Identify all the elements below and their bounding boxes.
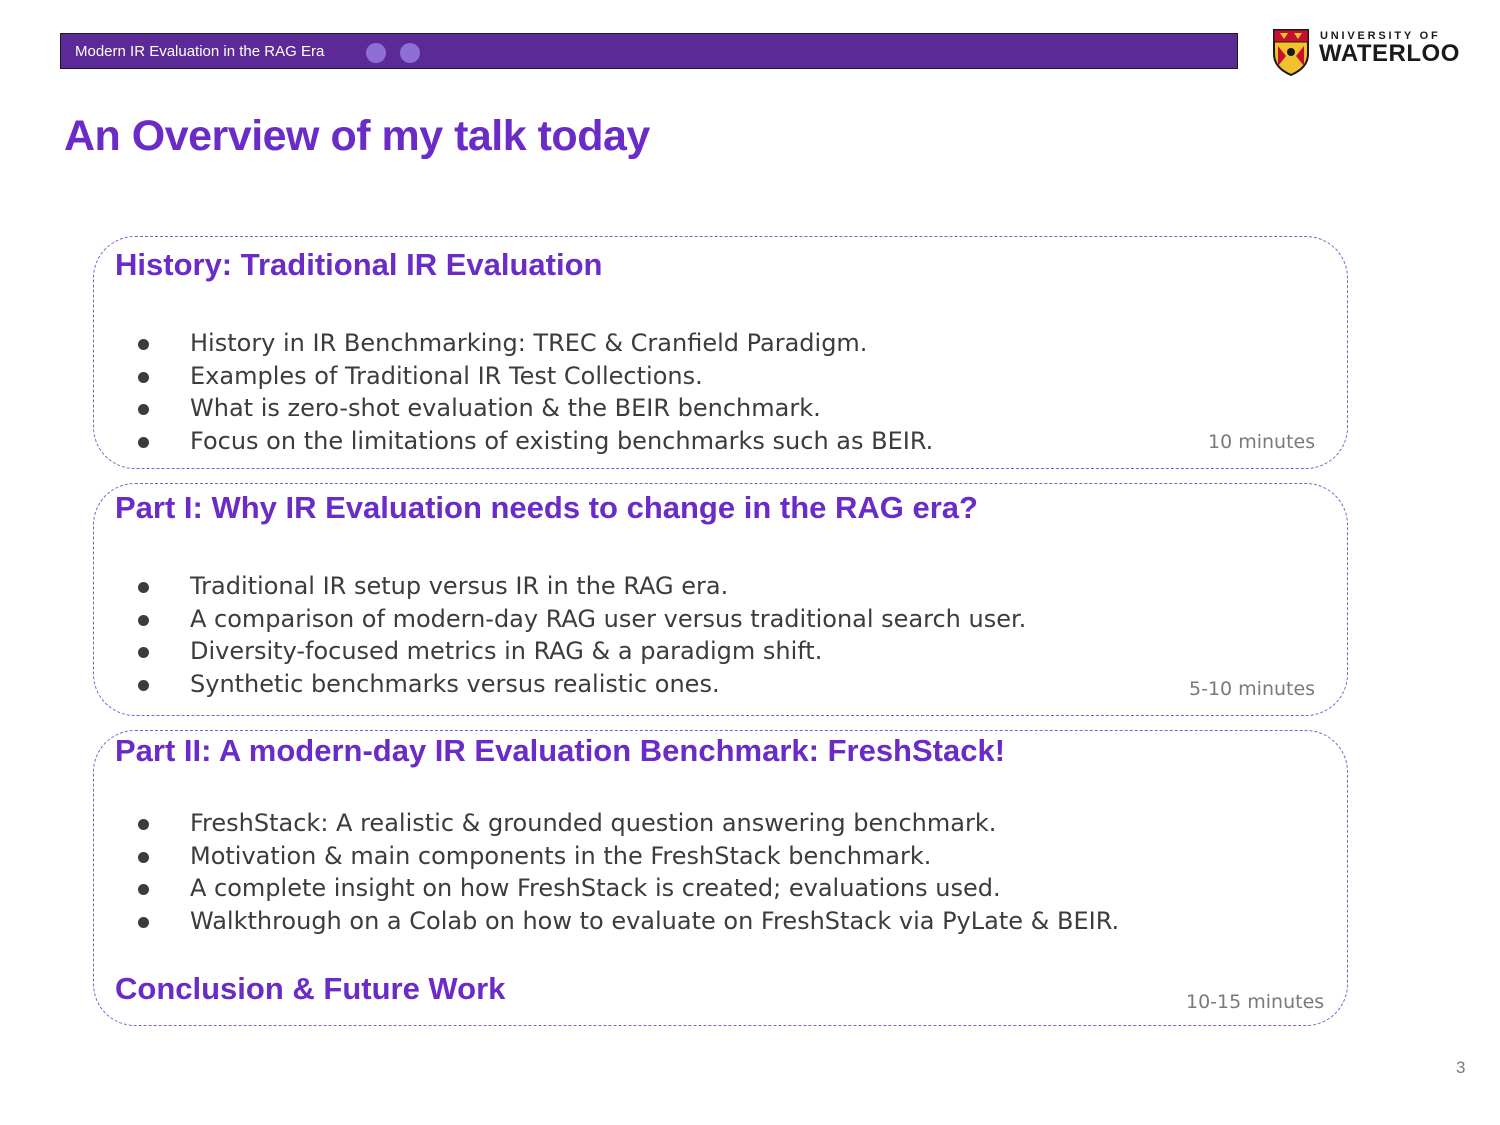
bullet-list (94, 807, 1119, 937)
list-item: Focus on the limitations of existing benchmarks such as BEIR. (94, 425, 933, 458)
talk-title: Modern IR Evaluation in the RAG Era (75, 43, 325, 60)
list-item: History in IR Benchmarking: TREC & Cranfield Paradigm. (94, 327, 933, 360)
section-heading: Part II: A modern-day IR Evaluation Benchmark: FreshStack! (115, 733, 1006, 768)
logo-waterloo: WATERLOO (1319, 40, 1460, 67)
decorative-dot-icon (366, 43, 386, 63)
header-bar (60, 33, 1238, 69)
list-item: Traditional IR setup versus IR in the RAG era. (94, 570, 1026, 603)
bullet-icon (138, 884, 149, 895)
list-item: Motivation & main components in the FreshStack benchmark. (94, 840, 1119, 873)
list-item: Walkthrough on a Colab on how to evaluate on FreshStack via PyLate & BEIR. (94, 905, 1119, 938)
university-logo (1272, 28, 1472, 78)
bullet-icon (138, 647, 149, 658)
bullet-list (94, 327, 933, 457)
logo-university-of: UNIVERSITY OF (1320, 30, 1441, 42)
bullet-icon (138, 404, 149, 415)
section-history (93, 236, 1348, 469)
bullet-list (94, 570, 1026, 700)
list-item: A comparison of modern-day RAG user versus traditional search user. (94, 603, 1026, 636)
crest-icon (1272, 28, 1310, 76)
section-heading: Part I: Why IR Evaluation needs to change in the RAG era? (115, 490, 978, 525)
decorative-dot-icon (400, 43, 420, 63)
bullet-icon (138, 339, 149, 350)
bullet-icon (138, 819, 149, 830)
slide-title: An Overview of my talk today (64, 112, 650, 160)
duration-label: 10-15 minutes (1186, 991, 1325, 1013)
duration-label: 5-10 minutes (1189, 678, 1316, 700)
page-number: 3 (1456, 1058, 1466, 1077)
section-part-1 (93, 483, 1348, 716)
list-item: Examples of Traditional IR Test Collections. (94, 360, 933, 393)
bullet-icon (138, 372, 149, 383)
list-item: FreshStack: A realistic & grounded question answering benchmark. (94, 807, 1119, 840)
section-part-2 (93, 730, 1348, 1026)
bullet-icon (138, 437, 149, 448)
bullet-icon (138, 582, 149, 593)
list-item: Synthetic benchmarks versus realistic ones. (94, 668, 1026, 701)
bullet-icon (138, 680, 149, 691)
bullet-icon (138, 917, 149, 928)
duration-label: 10 minutes (1208, 431, 1316, 453)
list-item: Diversity-focused metrics in RAG & a paradigm shift. (94, 635, 1026, 668)
section-heading: History: Traditional IR Evaluation (115, 247, 603, 282)
list-item: A complete insight on how FreshStack is created; evaluations used. (94, 872, 1119, 905)
list-item: What is zero-shot evaluation & the BEIR benchmark. (94, 392, 933, 425)
bullet-icon (138, 852, 149, 863)
bullet-icon (138, 615, 149, 626)
conclusion-heading: Conclusion & Future Work (115, 971, 506, 1006)
